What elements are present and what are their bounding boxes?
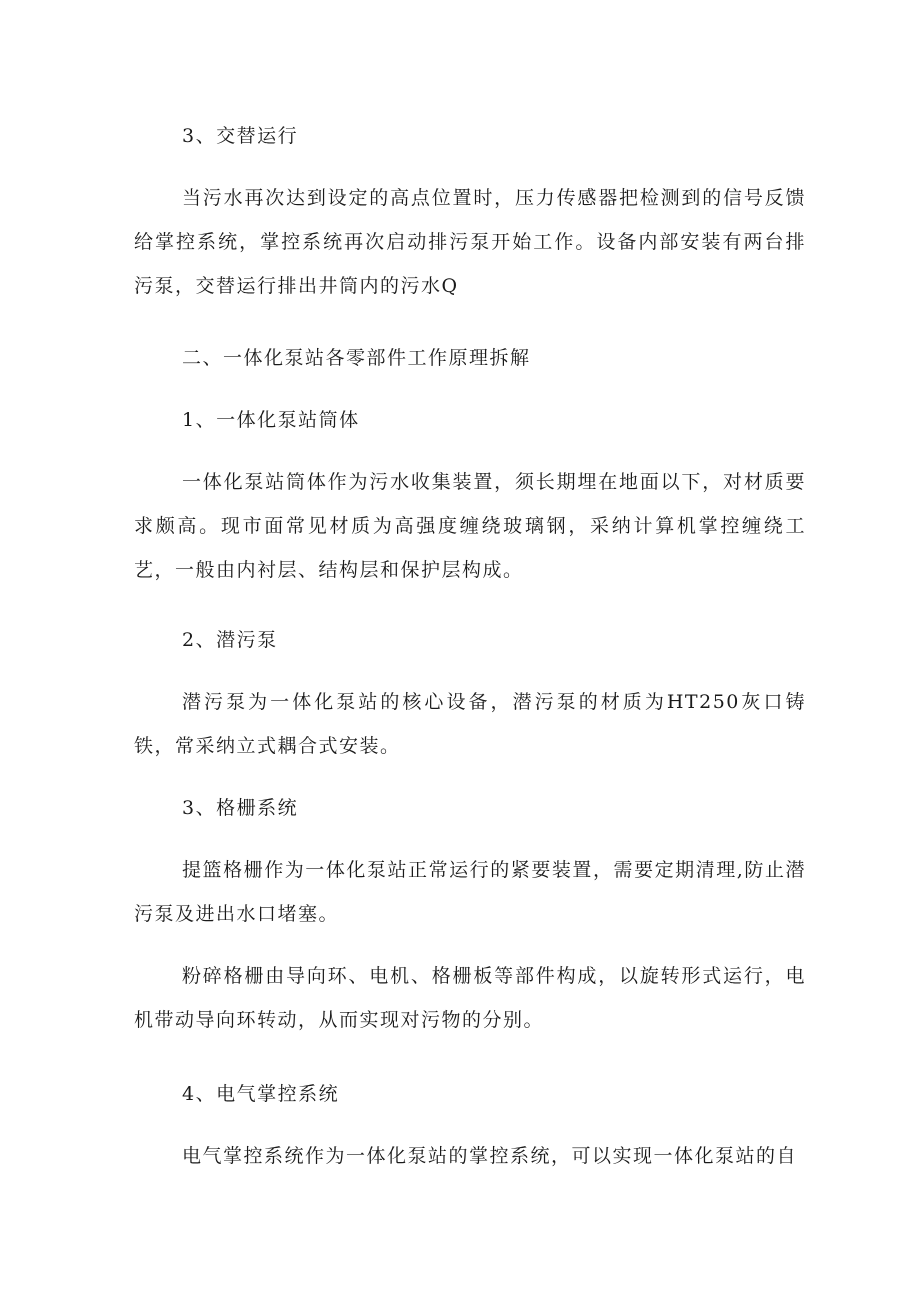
paragraph-alternate-operation: 当污水再次达到设定的高点位置时，压力传感器把检测到的信号反馈给掌控系统，掌控系统再次启动排污泵开始工作。设备内部安装有两台排污泵，交替运行排出井筒内的污水Q — [134, 187, 806, 297]
section-heading-electrical-control: 4、电气掌控系统 — [182, 1083, 340, 1105]
section-heading-submersible-pump: 2、潜污泵 — [182, 629, 278, 651]
paragraph-basket-grille: 提篮格栅作为一体化泵站正常运行的紧要装置，需要定期清理,防止潜污泵及进出水口堵塞。 — [134, 859, 806, 925]
section-heading-pump-cylinder: 1、一体化泵站筒体 — [182, 409, 360, 431]
section-heading-alternate-operation: 3、交替运行 — [182, 125, 299, 147]
section-heading-grille-system: 3、格栅系统 — [182, 797, 299, 819]
paragraph-crushing-grille: 粉碎格栅由导向环、电机、格栅板等部件构成，以旋转形式运行，电机带动导向环转动，从而实现对污物的分别。 — [134, 965, 806, 1031]
paragraph-submersible-pump: 潜污泵为一体化泵站的核心设备，潜污泵的材质为HT250灰口铸铁，常采纳立式耦合式安装。 — [134, 691, 806, 757]
chapter-heading-components: 二、一体化泵站各零部件工作原理拆解 — [182, 347, 531, 369]
paragraph-pump-cylinder: 一体化泵站筒体作为污水收集装置，须长期埋在地面以下，对材质要求颇高。现市面常见材质为高强度缠绕玻璃钢，采纳计算机掌控缠绕工艺，一般由内衬层、结构层和保护层构成。 — [134, 471, 806, 581]
paragraph-electrical-control: 电气掌控系统作为一体化泵站的掌控系统，可以实现一体化泵站的自 — [182, 1145, 798, 1167]
